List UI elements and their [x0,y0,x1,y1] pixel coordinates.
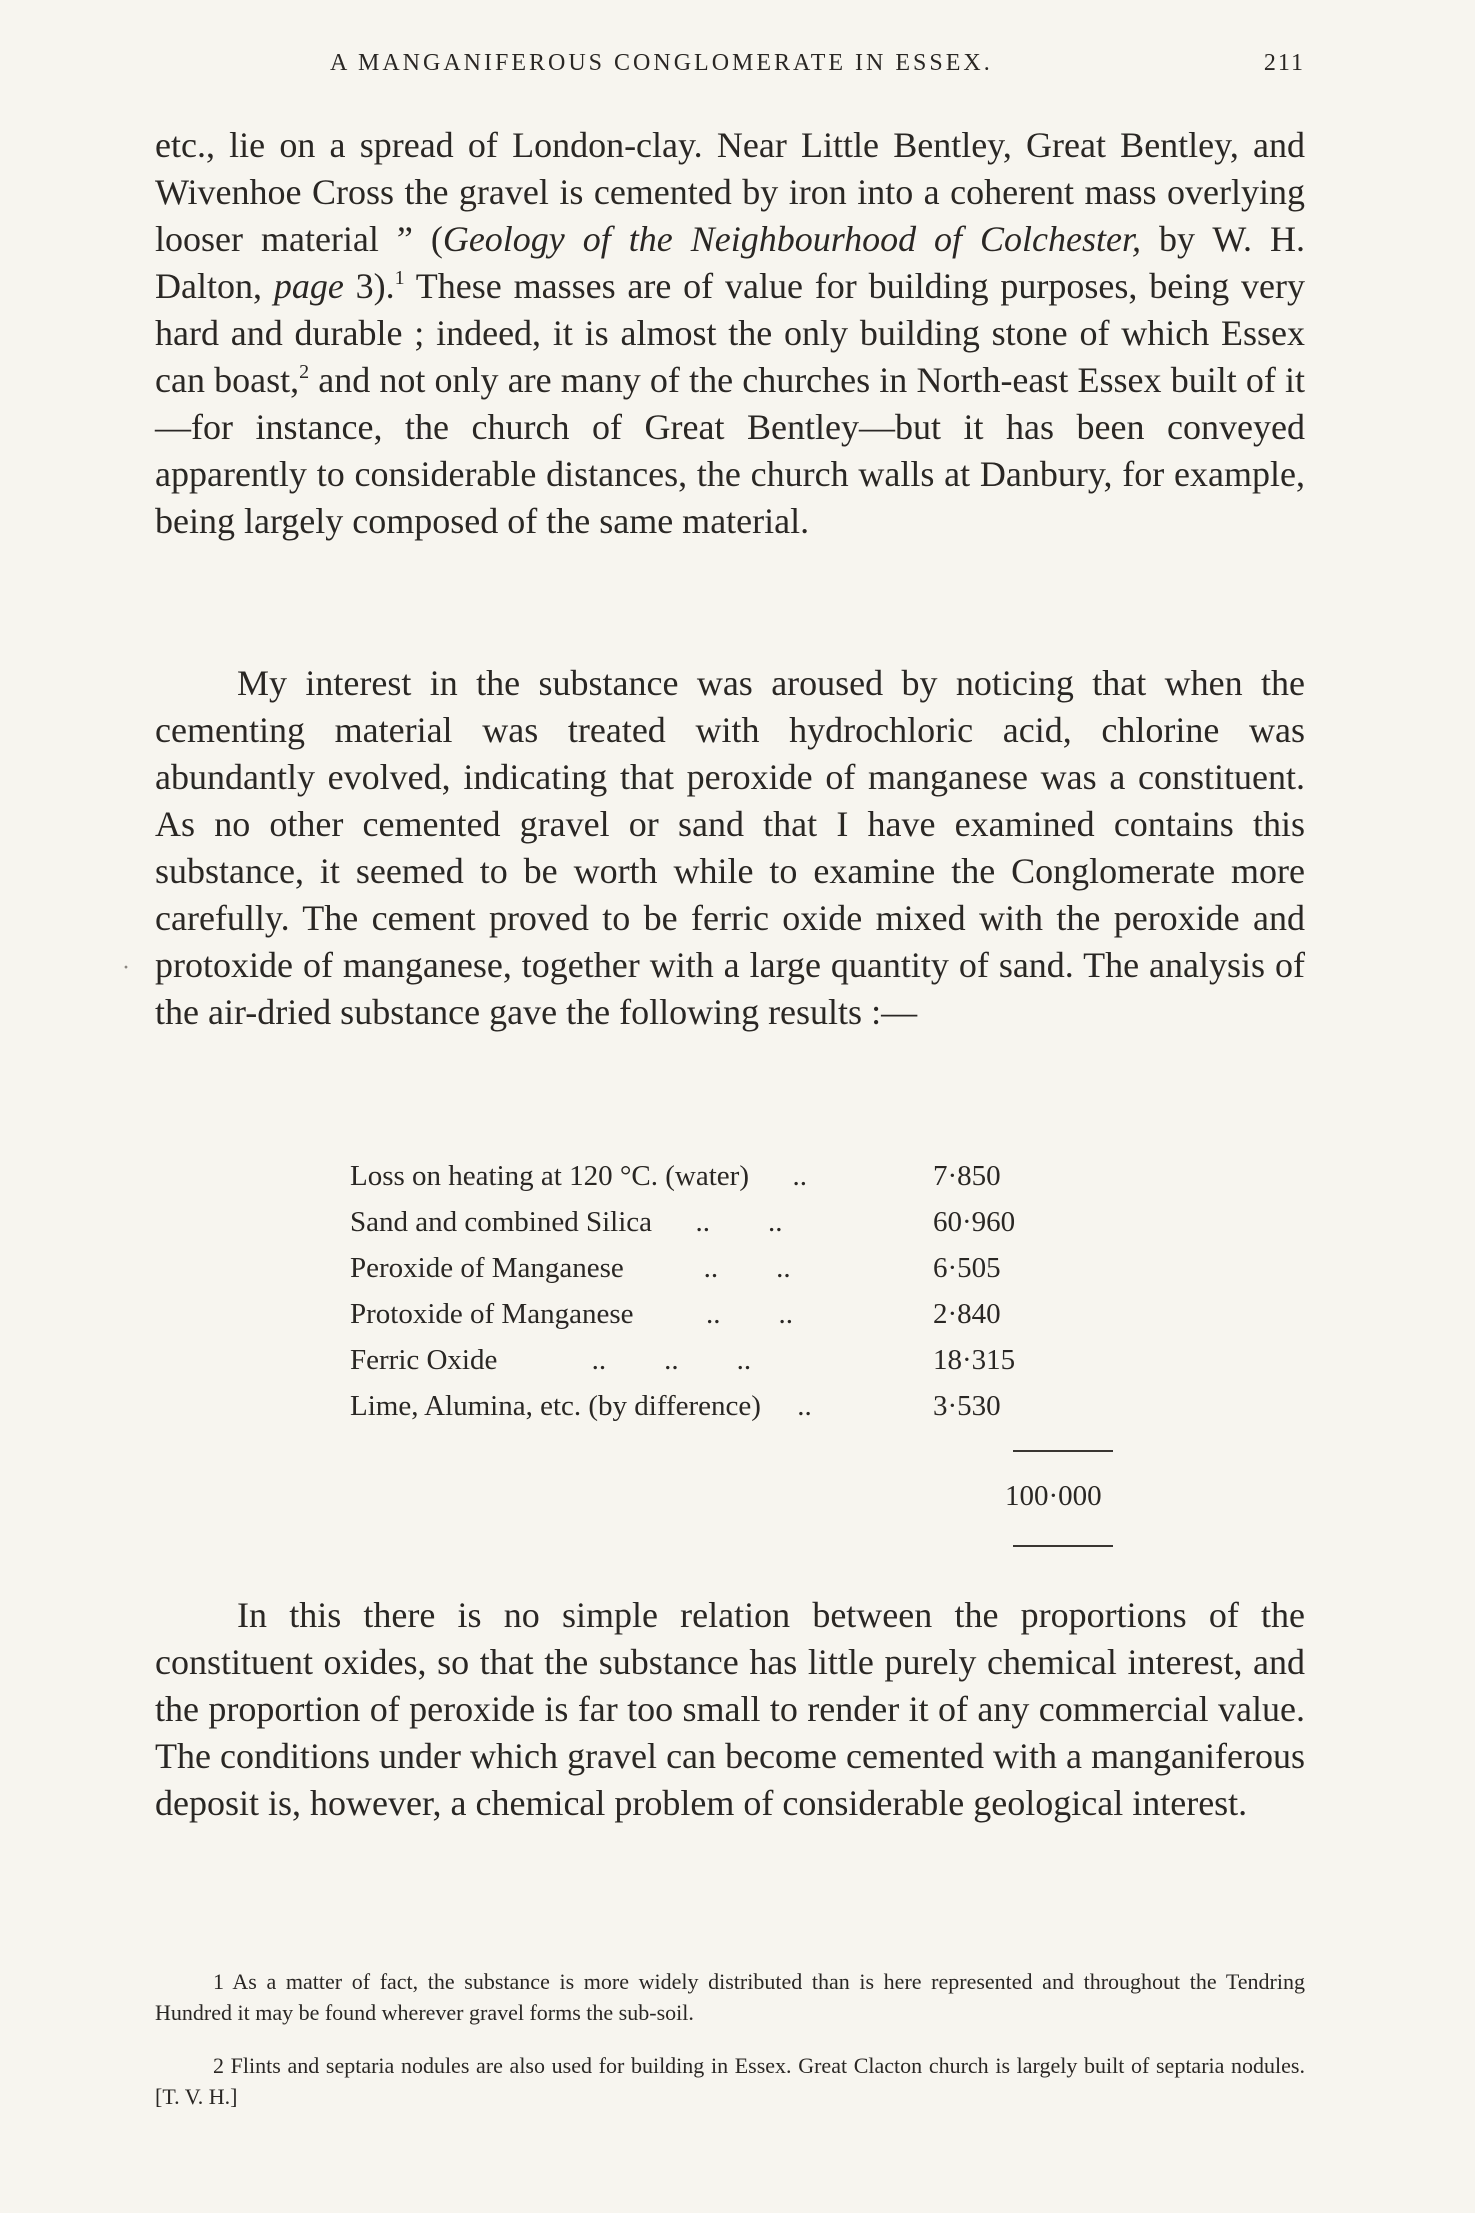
substance-name: Loss on heating at 120 °C. (water) .. [350,1160,807,1192]
substance-name: Ferric Oxide .. .. .. [350,1344,752,1376]
running-title: A MANGANIFEROUS CONGLOMERATE IN ESSEX. [330,50,993,76]
sum-rule-top [1013,1450,1113,1452]
analysis-table [350,1153,1083,1429]
footnote-ref-2: 2 [299,361,310,383]
substance-name: Protoxide of Manganese .. .. [350,1298,793,1330]
table-row [350,1199,1083,1245]
leader-dots: .. [797,1390,812,1422]
substance-name: Lime, Alumina, etc. (by difference) .. [350,1390,812,1422]
substance-name: Peroxide of Manganese .. .. [350,1252,791,1284]
citation-page-word: page [273,266,344,306]
paragraph-1 [155,122,1305,545]
page-header [155,50,1305,90]
paragraph-3: In this there is no simple relation between the proportions of the constituent oxides, so that the substance has little purely chemical interest, and the proportion of peroxide is far too small to render it of any commercial value. The conditions under which gravel can become cemented with a manganiferous deposit is, however, a chemical problem of considerable geological interest. [155,1595,1305,1823]
leader-dots: .. .. .. [591,1344,752,1376]
sum-rule-bottom [1013,1545,1113,1547]
paragraph-1-text-c: 3). [343,266,395,306]
substance-value: 2·840 [933,1298,1001,1330]
table-row [350,1291,1083,1337]
substance-value: 3·530 [933,1390,1001,1422]
margin-mark: · [122,955,130,981]
paragraph-1-text-e: and not only are many of the churches in North-east Essex built of it—for instance, the church of Great Bentley—but it has been conveyed apparently to considerable distances, the church walls at Danbury, for example, being largely composed of the same material. [155,360,1305,541]
page-number: 211 [1263,50,1305,76]
citation-title: Geology of the Neighbourhood of Colchester, [442,219,1142,259]
substance-name: Sand and combined Silica .. .. [350,1206,783,1238]
footnote-1: 1 As a matter of fact, the substance is more widely distributed than is here represented and throughout the Tendring Hundred it may be found wherever gravel forms the sub-soil. [155,1969,1305,2025]
table-row [350,1383,1083,1429]
table-row [350,1153,1083,1199]
leader-dots: .. .. [706,1298,793,1330]
leader-dots: .. [792,1160,807,1192]
leader-dots: .. .. [695,1206,783,1238]
analysis-total: 100·000 [1005,1480,1102,1512]
footnote-ref-1: 1 [394,267,405,289]
footnote-2: 2 Flints and septaria nodules are also used for building in Essex. Great Clacton church is largely built of septaria nodules. [T. V. H.] [155,2053,1305,2109]
substance-value: 7·850 [933,1160,1001,1192]
paragraph-2: My interest in the substance was aroused by noticing that when the cementing material was treated with hydrochloric acid, chlorine was abundantly evolved, indicating that peroxide of manganese was a constituent. As no other cemented gravel or sand that I have examined contains this substance, it seemed to be worth while to examine the Conglomerate more carefully. The cement proved to be ferric oxide mixed with the peroxide and protoxide of manganese, together with a large quantity of sand. The analysis of the air-dried substance gave the following results :— [155,663,1305,1032]
substance-value: 6·505 [933,1252,1001,1284]
paragraph-1-text-a: etc., lie on a spread of London-clay. Near Little Bentley, Great Bentley, and Wivenhoe Cross the gravel is cemented by iron into a coherent mass overlying looser material ” ( [155,125,1305,259]
paragraph-1-text-d: These masses are of value for building purposes, being very hard and durable ; indeed, it is almost the only building stone of which Essex can boast, [155,266,1305,400]
leader-dots: .. .. [703,1252,791,1284]
substance-value: 60·960 [933,1206,1016,1238]
substance-value: 18·315 [933,1344,1016,1376]
table-row [350,1337,1083,1383]
paragraph-1-text-b: by W. H. Dalton, [155,219,1305,306]
table-row [350,1245,1083,1291]
